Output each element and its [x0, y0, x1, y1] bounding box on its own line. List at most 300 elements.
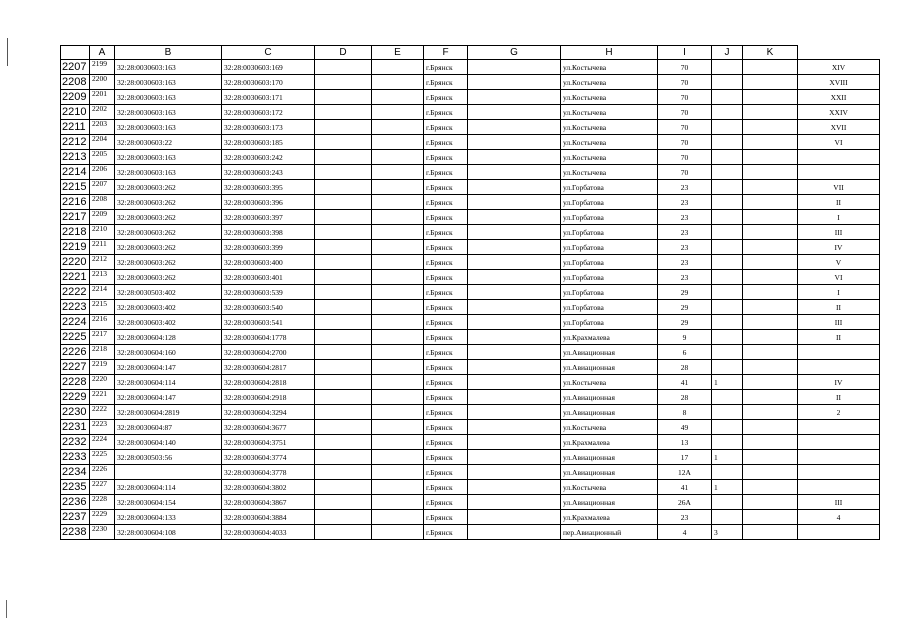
row-number-cell: 2211	[61, 120, 90, 135]
cell-a: 2229	[90, 510, 115, 525]
cell-j: 3	[712, 525, 743, 540]
cell-d	[315, 240, 372, 255]
cell-e	[372, 405, 424, 420]
row-number-cell: 2225	[61, 330, 90, 345]
cell-h: ул.Крахмалева	[561, 435, 658, 450]
cell-e	[372, 360, 424, 375]
cell-h: ул.Костычева	[561, 120, 658, 135]
spreadsheet-table	[60, 45, 880, 540]
cell-d	[315, 75, 372, 90]
column-header: C	[222, 46, 315, 60]
cell-f: г.Брянск	[424, 240, 468, 255]
cell-i: 41	[658, 375, 712, 390]
row-number-cell: 2233	[61, 450, 90, 465]
cell-c: 32:28:0030604:3751	[222, 435, 315, 450]
row-number-cell: 2212	[61, 135, 90, 150]
cell-e	[372, 210, 424, 225]
row-number-cell: 2232	[61, 435, 90, 450]
table-row	[61, 285, 880, 300]
cell-j	[712, 120, 743, 135]
cell-i: 29	[658, 300, 712, 315]
cell-e	[372, 90, 424, 105]
table-row	[61, 60, 880, 75]
cell-a: 2214	[90, 285, 115, 300]
cell-h: пер.Авиационный	[561, 525, 658, 540]
cell-d	[315, 270, 372, 285]
cell-b: 32:28:0030603:163	[115, 75, 222, 90]
cell-j	[712, 510, 743, 525]
cell-g	[468, 405, 561, 420]
cell-a: 2225	[90, 450, 115, 465]
cell-b: 32:28:0030603:262	[115, 270, 222, 285]
cell-i: 23	[658, 270, 712, 285]
cell-i: 70	[658, 150, 712, 165]
cell-e	[372, 450, 424, 465]
table-row	[61, 345, 880, 360]
cell-k	[743, 135, 798, 150]
cell-e	[372, 465, 424, 480]
cell-f: г.Брянск	[424, 60, 468, 75]
cell-e	[372, 255, 424, 270]
column-header: J	[712, 46, 743, 60]
table-row	[61, 225, 880, 240]
cell-j: 1	[712, 480, 743, 495]
cell-b: 32:28:0030603:163	[115, 165, 222, 180]
cell-a: 2224	[90, 435, 115, 450]
cell-f: г.Брянск	[424, 270, 468, 285]
cell-j	[712, 165, 743, 180]
cell-k	[743, 465, 798, 480]
cell-a: 2219	[90, 360, 115, 375]
cell-a: 2202	[90, 105, 115, 120]
column-header: A	[90, 46, 115, 60]
cell-c: 32:28:0030603:172	[222, 105, 315, 120]
cell-a: 2222	[90, 405, 115, 420]
cell-a: 2226	[90, 465, 115, 480]
cell-a: 2200	[90, 75, 115, 90]
cell-l	[798, 360, 880, 375]
cell-g	[468, 60, 561, 75]
row-number-cell: 2207	[61, 60, 90, 75]
cell-j: 1	[712, 450, 743, 465]
cell-l: III	[798, 495, 880, 510]
cell-h: ул.Костычева	[561, 150, 658, 165]
cell-a: 2210	[90, 225, 115, 240]
cell-f: г.Брянск	[424, 450, 468, 465]
cell-k	[743, 180, 798, 195]
cell-k	[743, 255, 798, 270]
table-row	[61, 105, 880, 120]
cell-g	[468, 450, 561, 465]
cell-g	[468, 300, 561, 315]
cell-g	[468, 270, 561, 285]
cell-h: ул.Авиационная	[561, 345, 658, 360]
cell-l	[798, 150, 880, 165]
cell-i: 23	[658, 225, 712, 240]
cell-i: 26А	[658, 495, 712, 510]
cell-k	[743, 375, 798, 390]
row-number-cell: 2215	[61, 180, 90, 195]
row-number-cell: 2217	[61, 210, 90, 225]
cell-l: III	[798, 225, 880, 240]
cell-l: II	[798, 195, 880, 210]
cell-i: 4	[658, 525, 712, 540]
cell-b: 32:28:0030603:262	[115, 210, 222, 225]
row-number-cell: 2238	[61, 525, 90, 540]
cell-b: 32:28:0030603:22	[115, 135, 222, 150]
cell-i: 23	[658, 510, 712, 525]
cell-j	[712, 495, 743, 510]
cell-f: г.Брянск	[424, 525, 468, 540]
cell-k	[743, 345, 798, 360]
column-header: D	[315, 46, 372, 60]
table-row	[61, 465, 880, 480]
table-body	[61, 60, 880, 540]
cell-b: 32:28:0030503:402	[115, 285, 222, 300]
cell-c: 32:28:0030603:398	[222, 225, 315, 240]
cell-d	[315, 180, 372, 195]
cell-b: 32:28:0030603:402	[115, 315, 222, 330]
row-number-cell: 2222	[61, 285, 90, 300]
table-row	[61, 300, 880, 315]
cell-c: 32:28:0030603:539	[222, 285, 315, 300]
cell-f: г.Брянск	[424, 105, 468, 120]
cell-e	[372, 270, 424, 285]
table-row	[61, 150, 880, 165]
cell-j	[712, 270, 743, 285]
cell-h: ул.Авиационная	[561, 495, 658, 510]
cell-i: 28	[658, 390, 712, 405]
row-number-cell: 2231	[61, 420, 90, 435]
cell-j	[712, 300, 743, 315]
cell-l: VI	[798, 270, 880, 285]
cell-i: 70	[658, 75, 712, 90]
table-row	[61, 195, 880, 210]
cell-a: 2212	[90, 255, 115, 270]
cell-k	[743, 450, 798, 465]
cell-e	[372, 345, 424, 360]
cell-l: III	[798, 315, 880, 330]
cell-i: 23	[658, 255, 712, 270]
cell-c: 32:28:0030603:541	[222, 315, 315, 330]
cell-e	[372, 120, 424, 135]
cell-f: г.Брянск	[424, 420, 468, 435]
row-number-cell: 2224	[61, 315, 90, 330]
cell-g	[468, 210, 561, 225]
cell-b: 32:28:0030603:262	[115, 255, 222, 270]
cell-l: IV	[798, 375, 880, 390]
cell-c: 32:28:0030604:3867	[222, 495, 315, 510]
column-header: B	[115, 46, 222, 60]
scan-margin-line	[7, 38, 8, 66]
cell-f: г.Брянск	[424, 180, 468, 195]
cell-b: 32:28:0030603:163	[115, 90, 222, 105]
cell-c: 32:28:0030604:3294	[222, 405, 315, 420]
cell-a: 2209	[90, 210, 115, 225]
cell-c: 32:28:0030604:4033	[222, 525, 315, 540]
cell-g	[468, 285, 561, 300]
cell-d	[315, 285, 372, 300]
cell-g	[468, 90, 561, 105]
cell-a: 2227	[90, 480, 115, 495]
cell-b: 32:28:0030604:154	[115, 495, 222, 510]
cell-f: г.Брянск	[424, 480, 468, 495]
cell-e	[372, 330, 424, 345]
table-row	[61, 180, 880, 195]
cell-i: 23	[658, 240, 712, 255]
row-number-cell: 2209	[61, 90, 90, 105]
cell-e	[372, 195, 424, 210]
cell-d	[315, 465, 372, 480]
cell-k	[743, 75, 798, 90]
column-header: G	[468, 46, 561, 60]
table-row	[61, 210, 880, 225]
cell-h: ул.Костычева	[561, 375, 658, 390]
cell-a: 2216	[90, 315, 115, 330]
table-row	[61, 240, 880, 255]
cell-e	[372, 300, 424, 315]
cell-l: VII	[798, 180, 880, 195]
cell-g	[468, 390, 561, 405]
cell-h: ул.Костычева	[561, 135, 658, 150]
cell-d	[315, 345, 372, 360]
cell-g	[468, 180, 561, 195]
cell-h: ул.Авиационная	[561, 465, 658, 480]
table-row	[61, 360, 880, 375]
cell-j	[712, 150, 743, 165]
cell-j	[712, 405, 743, 420]
cell-j	[712, 60, 743, 75]
cell-k	[743, 435, 798, 450]
cell-g	[468, 375, 561, 390]
cell-i: 70	[658, 90, 712, 105]
cell-j	[712, 345, 743, 360]
row-number-cell: 2213	[61, 150, 90, 165]
cell-e	[372, 525, 424, 540]
cell-b: 32:28:0030603:262	[115, 240, 222, 255]
cell-l: I	[798, 210, 880, 225]
cell-a: 2199	[90, 60, 115, 75]
cell-h: ул.Костычева	[561, 420, 658, 435]
cell-f: г.Брянск	[424, 195, 468, 210]
cell-b: 32:28:0030503:56	[115, 450, 222, 465]
cell-h: ул.Горбатова	[561, 315, 658, 330]
cell-b: 32:28:0030604:147	[115, 360, 222, 375]
cell-c: 32:28:0030603:397	[222, 210, 315, 225]
cell-i: 8	[658, 405, 712, 420]
cell-g	[468, 480, 561, 495]
table-row	[61, 90, 880, 105]
cell-b: 32:28:0030604:87	[115, 420, 222, 435]
cell-d	[315, 495, 372, 510]
cell-d	[315, 315, 372, 330]
cell-h: ул.Авиационная	[561, 405, 658, 420]
cell-h: ул.Авиационная	[561, 450, 658, 465]
cell-j	[712, 420, 743, 435]
cell-d	[315, 375, 372, 390]
cell-d	[315, 390, 372, 405]
cell-l	[798, 480, 880, 495]
cell-a: 2228	[90, 495, 115, 510]
row-number-cell: 2228	[61, 375, 90, 390]
table-row	[61, 75, 880, 90]
row-number-cell: 2223	[61, 300, 90, 315]
cell-f: г.Брянск	[424, 345, 468, 360]
cell-d	[315, 195, 372, 210]
cell-l: XVIII	[798, 75, 880, 90]
cell-k	[743, 360, 798, 375]
cell-c: 32:28:0030604:3778	[222, 465, 315, 480]
cell-c: 32:28:0030603:185	[222, 135, 315, 150]
cell-l: II	[798, 300, 880, 315]
cell-c: 32:28:0030604:3677	[222, 420, 315, 435]
cell-i: 13	[658, 435, 712, 450]
cell-h: ул.Крахмалева	[561, 510, 658, 525]
cell-c: 32:28:0030603:243	[222, 165, 315, 180]
cell-j	[712, 390, 743, 405]
cell-l: XIV	[798, 60, 880, 75]
row-number-cell: 2229	[61, 390, 90, 405]
cell-f: г.Брянск	[424, 465, 468, 480]
cell-i: 28	[658, 360, 712, 375]
cell-c: 32:28:0030603:170	[222, 75, 315, 90]
table-row	[61, 495, 880, 510]
cell-j	[712, 180, 743, 195]
table-row	[61, 315, 880, 330]
cell-k	[743, 315, 798, 330]
cell-i: 9	[658, 330, 712, 345]
cell-c: 32:28:0030604:3802	[222, 480, 315, 495]
cell-d	[315, 525, 372, 540]
row-number-cell: 2208	[61, 75, 90, 90]
cell-h: ул.Горбатова	[561, 285, 658, 300]
table-row	[61, 525, 880, 540]
cell-f: г.Брянск	[424, 510, 468, 525]
cell-d	[315, 300, 372, 315]
cell-a: 2213	[90, 270, 115, 285]
cell-g	[468, 360, 561, 375]
cell-e	[372, 150, 424, 165]
cell-f: г.Брянск	[424, 120, 468, 135]
cell-e	[372, 390, 424, 405]
cell-l	[798, 465, 880, 480]
cell-h: ул.Горбатова	[561, 180, 658, 195]
cell-i: 49	[658, 420, 712, 435]
cell-d	[315, 225, 372, 240]
cell-l: VI	[798, 135, 880, 150]
cell-f: г.Брянск	[424, 210, 468, 225]
row-number-cell: 2219	[61, 240, 90, 255]
table-row	[61, 255, 880, 270]
cell-g	[468, 165, 561, 180]
cell-k	[743, 60, 798, 75]
cell-k	[743, 105, 798, 120]
cell-d	[315, 90, 372, 105]
cell-f: г.Брянск	[424, 255, 468, 270]
cell-f: г.Брянск	[424, 150, 468, 165]
cell-f: г.Брянск	[424, 165, 468, 180]
table-row	[61, 420, 880, 435]
cell-b: 32:28:0030603:402	[115, 300, 222, 315]
cell-g	[468, 330, 561, 345]
cell-f: г.Брянск	[424, 75, 468, 90]
cell-a: 2205	[90, 150, 115, 165]
cell-i: 17	[658, 450, 712, 465]
cell-e	[372, 165, 424, 180]
cell-j	[712, 255, 743, 270]
cell-e	[372, 105, 424, 120]
cell-l	[798, 165, 880, 180]
cell-c: 32:28:0030604:2700	[222, 345, 315, 360]
cell-g	[468, 120, 561, 135]
cell-c: 32:28:0030604:3884	[222, 510, 315, 525]
cell-b: 32:28:0030604:2819	[115, 405, 222, 420]
cell-a: 2208	[90, 195, 115, 210]
cell-k	[743, 120, 798, 135]
cell-a: 2218	[90, 345, 115, 360]
cell-g	[468, 135, 561, 150]
cell-d	[315, 420, 372, 435]
table-row	[61, 390, 880, 405]
cell-d	[315, 330, 372, 345]
cell-c: 32:28:0030604:3774	[222, 450, 315, 465]
cell-h: ул.Горбатова	[561, 240, 658, 255]
cell-g	[468, 510, 561, 525]
cell-c: 32:28:0030604:1778	[222, 330, 315, 345]
cell-h: ул.Горбатова	[561, 225, 658, 240]
cell-h: ул.Костычева	[561, 105, 658, 120]
cell-l: I	[798, 285, 880, 300]
cell-j	[712, 90, 743, 105]
cell-i: 70	[658, 60, 712, 75]
cell-i: 29	[658, 315, 712, 330]
table-row	[61, 510, 880, 525]
cell-d	[315, 165, 372, 180]
cell-f: г.Брянск	[424, 405, 468, 420]
cell-e	[372, 510, 424, 525]
cell-h: ул.Горбатова	[561, 300, 658, 315]
cell-c: 32:28:0030604:2817	[222, 360, 315, 375]
cell-k	[743, 210, 798, 225]
cell-f: г.Брянск	[424, 285, 468, 300]
cell-c: 32:28:0030604:2818	[222, 375, 315, 390]
cell-b: 32:28:0030604:114	[115, 375, 222, 390]
cell-d	[315, 60, 372, 75]
cell-h: ул.Костычева	[561, 165, 658, 180]
column-header: H	[561, 46, 658, 60]
cell-k	[743, 420, 798, 435]
cell-b: 32:28:0030603:163	[115, 60, 222, 75]
cell-d	[315, 510, 372, 525]
cell-e	[372, 375, 424, 390]
cell-h: ул.Авиационная	[561, 390, 658, 405]
cell-l: 2	[798, 405, 880, 420]
column-header: I	[658, 46, 712, 60]
cell-i: 70	[658, 105, 712, 120]
row-number-cell: 2236	[61, 495, 90, 510]
cell-b: 32:28:0030603:262	[115, 225, 222, 240]
cell-h: ул.Костычева	[561, 75, 658, 90]
cell-l	[798, 345, 880, 360]
cell-g	[468, 150, 561, 165]
cell-g	[468, 195, 561, 210]
cell-a: 2207	[90, 180, 115, 195]
table-row	[61, 165, 880, 180]
cell-a: 2206	[90, 165, 115, 180]
cell-g	[468, 315, 561, 330]
cell-d	[315, 405, 372, 420]
cell-h: ул.Костычева	[561, 90, 658, 105]
